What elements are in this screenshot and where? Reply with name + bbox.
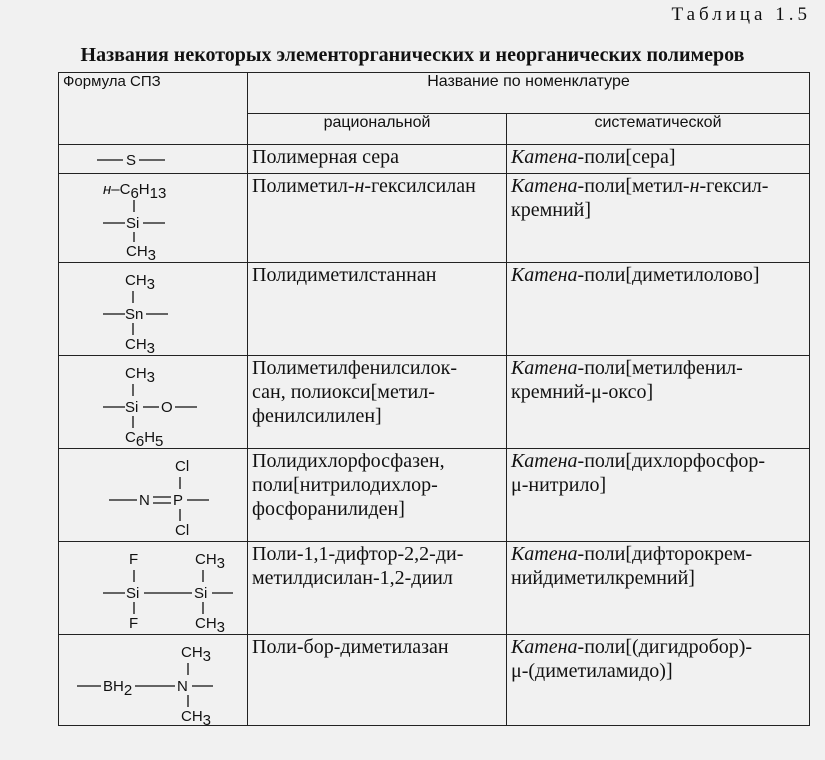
header-row — [59, 73, 810, 114]
header-name: Название по номенклатуре — [248, 73, 810, 114]
formula-methylhexylsilane — [63, 174, 243, 262]
formula-cell — [59, 356, 248, 449]
formula-sulfur — [63, 145, 243, 173]
systematic-name: Катена-поли[дихлорфосфор- μ-нитрило] — [507, 449, 810, 542]
svg-text:CH3: CH3 — [125, 365, 156, 386]
formula-boranedimethylamine — [63, 635, 243, 725]
svg-text:F: F — [129, 551, 139, 568]
header-formula: Формула СПЗ — [59, 73, 248, 145]
svg-text:BH2: BH2 — [103, 678, 133, 699]
formula-cell — [59, 145, 248, 174]
svg-text:F: F — [129, 615, 139, 632]
svg-text:P: P — [173, 492, 184, 509]
table-row — [59, 542, 810, 635]
svg-text:CH3: CH3 — [181, 708, 212, 725]
systematic-name: Катена-поли[сера] — [507, 145, 810, 174]
rational-name: Полидиметилстаннан — [248, 263, 507, 356]
svg-text:CH3: CH3 — [181, 644, 212, 665]
formula-dimethylstannane — [63, 263, 243, 355]
svg-text:Si: Si — [194, 585, 208, 602]
systematic-name: Катена-поли[(дигидробор)- μ-(диметиламидо)] — [507, 635, 810, 726]
svg-text:Cl: Cl — [175, 522, 190, 539]
polymer-table — [58, 72, 810, 726]
svg-text:CH3: CH3 — [195, 615, 226, 634]
svg-text:N: N — [139, 492, 150, 509]
table-row — [59, 356, 810, 449]
formula-dichlorophosphazene — [63, 449, 243, 541]
table-row — [59, 263, 810, 356]
svg-text:Cl: Cl — [175, 458, 190, 475]
rational-name: Полимерная сера — [248, 145, 507, 174]
systematic-name: Катена-поли[метил-н-гексил- кремний] — [507, 174, 810, 263]
table-row — [59, 174, 810, 263]
rational-name: Поли-бор-диметилазан — [248, 635, 507, 726]
rational-name: Полидихлорфосфазен, поли[нитрилодихлор- фосфоранилиден] — [248, 449, 507, 542]
svg-text:CH3: CH3 — [125, 272, 156, 293]
table-number: Таблица 1.5 — [671, 4, 811, 25]
table-row — [59, 449, 810, 542]
svg-text:S: S — [126, 152, 137, 169]
formula-methylphenylsiloxane — [63, 356, 243, 448]
systematic-name: Катена-поли[диметилолово] — [507, 263, 810, 356]
rational-name: Полиметилфенилсилок- сан, полиокси[метил- фенилсилилен] — [248, 356, 507, 449]
table-row — [59, 145, 810, 174]
formula-difluorodimethyldisilane — [63, 542, 243, 634]
formula-cell — [59, 263, 248, 356]
rational-name: Поли-1,1-дифтор-2,2-ди- метилдисилан-1,2-диил — [248, 542, 507, 635]
svg-text:N: N — [177, 678, 188, 695]
table-caption: Названия некоторых элементорганических и неорганических полимеров — [80, 44, 745, 66]
svg-text:O: O — [161, 399, 173, 416]
svg-text:CH3: CH3 — [195, 551, 226, 572]
svg-text:Si: Si — [125, 399, 139, 416]
svg-text:Sn: Sn — [125, 306, 144, 323]
svg-text:Si: Si — [126, 585, 140, 602]
formula-cell — [59, 174, 248, 263]
svg-text:CH3: CH3 — [126, 243, 157, 262]
rational-name: Полиметил-н-гексилсилан — [248, 174, 507, 263]
formula-cell — [59, 542, 248, 635]
table-row — [59, 635, 810, 726]
systematic-name: Катена-поли[дифторокрем- нийдиметилкремний] — [507, 542, 810, 635]
header-rational: рациональной — [248, 114, 507, 145]
svg-text:CH3: CH3 — [125, 336, 156, 355]
svg-text:C6H5: C6H5 — [125, 429, 164, 448]
svg-text:Si: Si — [126, 215, 140, 232]
systematic-name: Катена-поли[метилфенил- кремний-μ-оксо] — [507, 356, 810, 449]
formula-cell — [59, 635, 248, 726]
svg-text:н–C6H13: н–C6H13 — [103, 181, 167, 202]
formula-cell — [59, 449, 248, 542]
header-systematic: систематической — [507, 114, 810, 145]
